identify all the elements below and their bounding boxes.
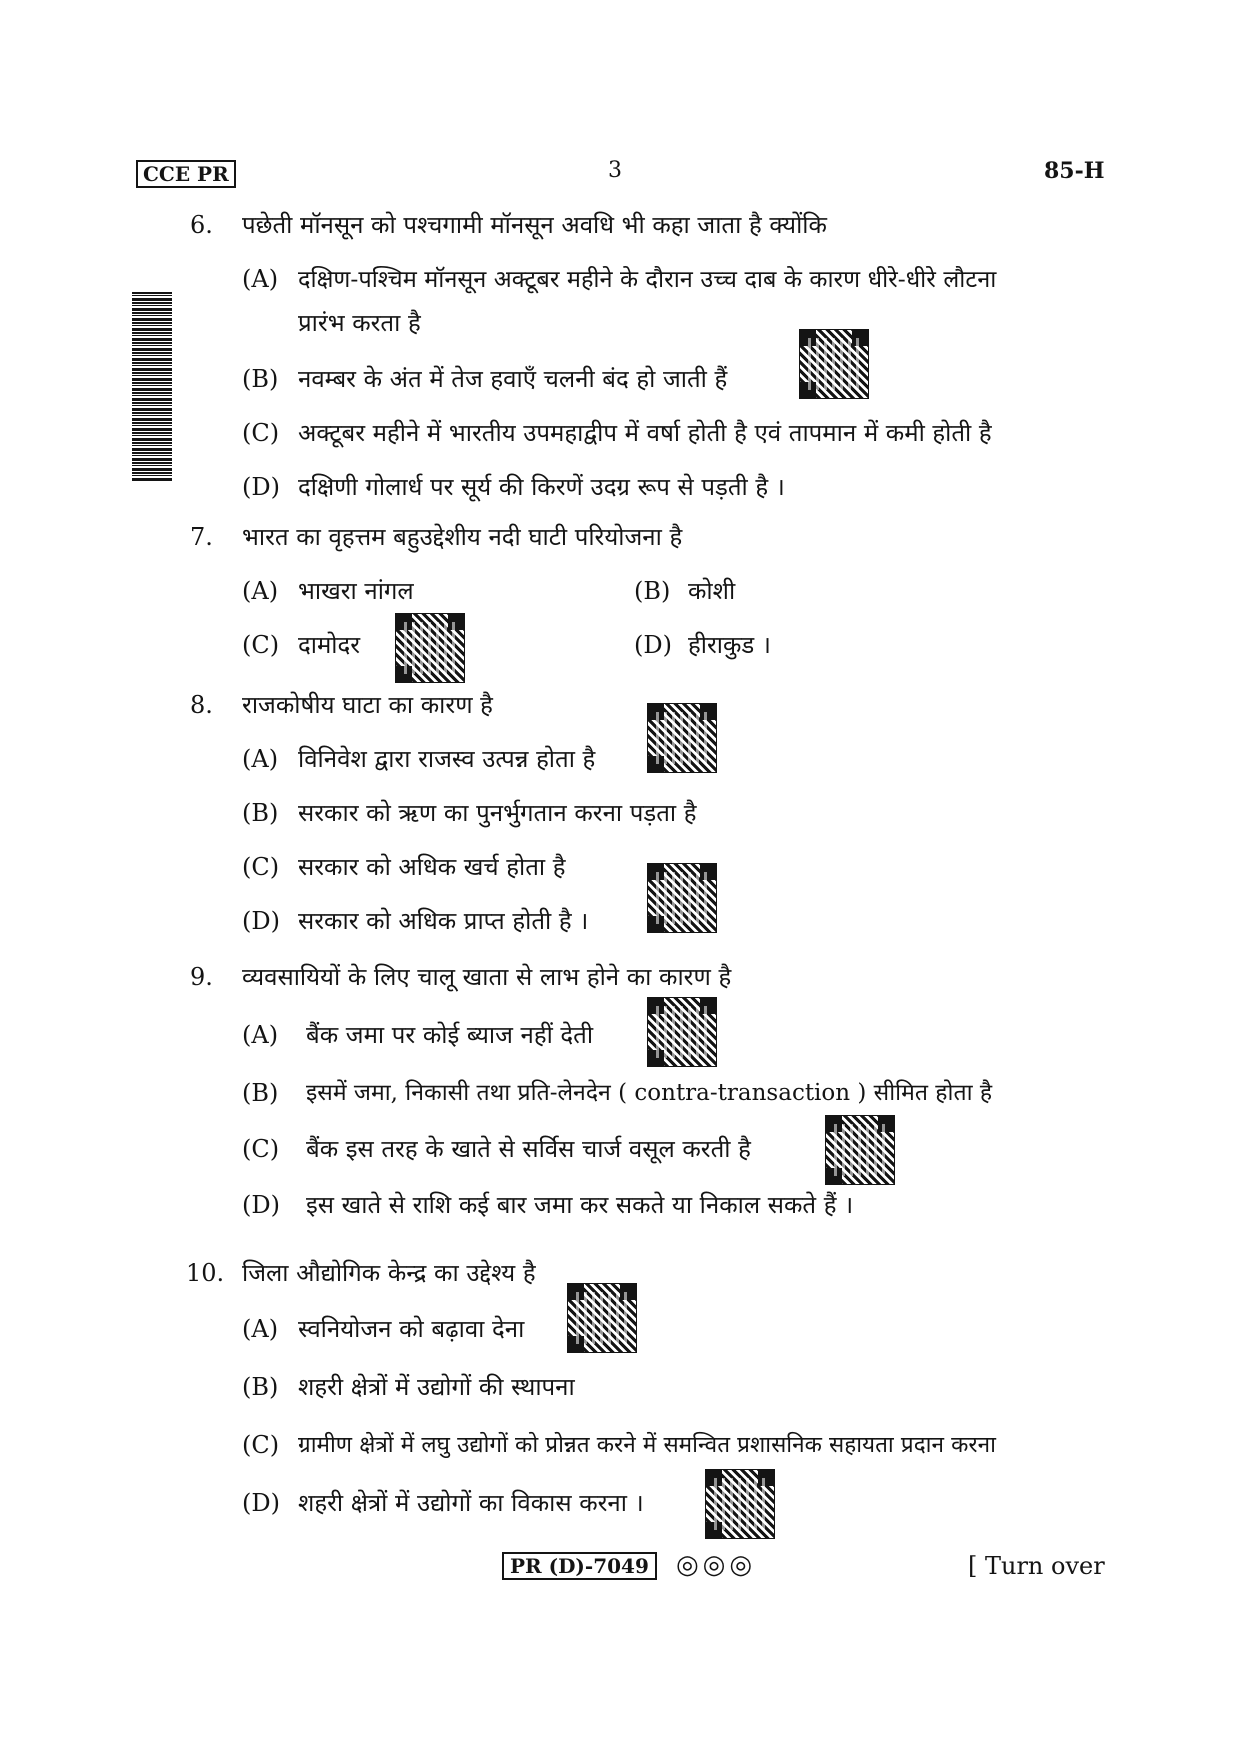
option-text: हीराकुड । (688, 631, 771, 659)
option-text: ग्रामीण क्षेत्रों में लघु उद्योगों को प्रोन्नत करने में समन्वित प्रशासनिक सहायता प्रदान करना (298, 1432, 996, 1458)
option (0, 852, 1240, 882)
option-text: अक्टूबर महीने में भारतीय उपमहाद्वीप में वर्षा होती है एवं तापमान में कमी होती है (298, 419, 992, 447)
question-number: 9. (190, 963, 213, 991)
option (0, 1372, 1240, 1402)
option (0, 1314, 1240, 1344)
circle-symbols: ◎◎◎ (676, 1550, 757, 1580)
header-code-left: CCE PR (136, 160, 236, 188)
question-6 (0, 210, 1240, 240)
option-label: (B) (242, 799, 279, 827)
option-label: (C) (242, 1135, 280, 1163)
option-label: (A) (242, 265, 279, 293)
option-text: बैंक इस तरह के खाते से सर्विस चार्ज वसूल करती है (306, 1135, 751, 1163)
question-number: 7. (190, 523, 213, 551)
option-text: इसमें जमा, निकासी तथा प्रति-लेनदेन ( contra-transaction ) सीमित होता है (306, 1080, 993, 1106)
option-text: सरकार को अधिक खर्च होता है (298, 853, 566, 881)
option-text: सरकार को ऋण का पुनर्भुगतान करना पड़ता है (298, 799, 697, 827)
qr-code (800, 330, 868, 398)
option-label: (B) (242, 365, 279, 393)
option-text: शहरी क्षेत्रों में उद्योगों का विकास करना । (298, 1489, 644, 1517)
option-label: (D) (242, 1489, 280, 1517)
option-text: दक्षिण-पश्चिम मॉनसून अक्टूबर महीने के दौरान उच्च दाब के कारण धीरे-धीरे लौटना (298, 265, 997, 293)
option-text: नवम्बर के अंत में तेज हवाएँ चलनी बंद हो जाती हैं (298, 365, 728, 393)
option-label: (D) (634, 631, 672, 659)
option-label: (A) (242, 745, 279, 773)
option (0, 1488, 1240, 1518)
option (0, 1430, 1240, 1460)
qr-code (396, 614, 464, 682)
option (0, 472, 1240, 502)
option-label: (D) (242, 1191, 280, 1219)
option-row (0, 630, 1240, 660)
question-text: राजकोषीय घाटा का कारण है (242, 691, 493, 719)
option-label: (A) (242, 1315, 279, 1343)
option (0, 364, 1240, 394)
option-row (0, 576, 1240, 606)
option-text: स्वनियोजन को बढ़ावा देना (298, 1315, 525, 1343)
option (0, 744, 1240, 774)
option-label: (C) (242, 1431, 280, 1459)
option-label: (A) (242, 577, 279, 605)
paper-code: PR (D)-7049 (502, 1552, 657, 1580)
option-label: (C) (242, 419, 280, 447)
option-label: (D) (242, 907, 280, 935)
question-text: भारत का वृहत्तम बहुउद्देशीय नदी घाटी परियोजना है (242, 523, 683, 551)
option-label: (D) (242, 473, 280, 501)
question-8 (0, 690, 1240, 720)
page-number: 3 (608, 158, 622, 183)
option (0, 1190, 1240, 1220)
option-text: शहरी क्षेत्रों में उद्योगों की स्थापना (298, 1373, 575, 1401)
option-label: (C) (242, 631, 280, 659)
option-text: दामोदर (298, 631, 361, 659)
question-text: जिला औद्योगिक केन्द्र का उद्देश्य है (242, 1259, 536, 1287)
turn-over-note: [ Turn over (968, 1552, 1105, 1580)
option-label: (B) (242, 1373, 279, 1401)
question-text: पछेती मॉनसून को पश्चगामी मॉनसून अवधि भी कहा जाता है क्योंकि (242, 211, 827, 239)
question-7 (0, 522, 1240, 552)
option-text: कोशी (688, 577, 736, 605)
option-text: भाखरा नांगल (298, 577, 414, 605)
qr-code (706, 1470, 774, 1538)
question-number: 10. (186, 1259, 225, 1287)
option-text: विनिवेश द्वारा राजस्व उत्पन्न होता है (298, 745, 596, 773)
option (0, 264, 1240, 294)
option-text: दक्षिणी गोलार्ध पर सूर्य की किरणें उदग्र रूप से पड़ती है । (298, 473, 785, 501)
option (0, 1134, 1240, 1164)
option-text: इस खाते से राशि कई बार जमा कर सकते या निकाल सकते हैं । (306, 1191, 854, 1219)
qr-code (826, 1116, 894, 1184)
option-label: (B) (634, 577, 671, 605)
option (0, 1078, 1240, 1108)
option (0, 418, 1240, 448)
option (0, 906, 1240, 936)
header-code-right: 85-H (1044, 158, 1105, 184)
question-number: 8. (190, 691, 213, 719)
option-text: प्रारंभ करता है (298, 309, 421, 337)
option-label: (B) (242, 1079, 279, 1107)
option-text: सरकार को अधिक प्राप्त होती है । (298, 907, 589, 935)
question-9 (0, 962, 1240, 992)
option-continuation (0, 308, 1240, 338)
option-text: बैंक जमा पर कोई ब्याज नहीं देती (306, 1021, 594, 1049)
option-label: (C) (242, 853, 280, 881)
option (0, 798, 1240, 828)
option (0, 1020, 1240, 1050)
option-label: (A) (242, 1021, 279, 1049)
question-text: व्यवसायियों के लिए चालू खाता से लाभ होने का कारण है (242, 963, 732, 991)
question-number: 6. (190, 211, 213, 239)
